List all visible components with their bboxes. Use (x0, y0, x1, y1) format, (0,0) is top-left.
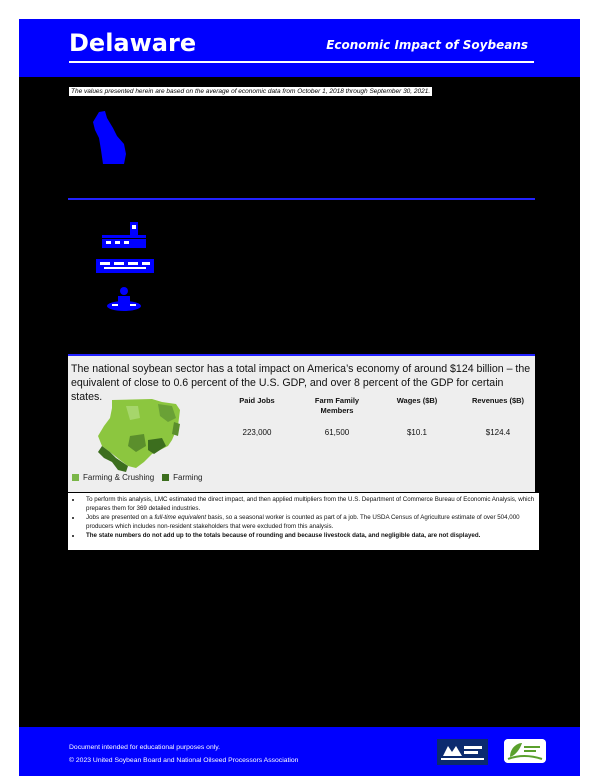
footer-disclaimer: Document intended for educational purposes only. (69, 744, 221, 751)
note-item: • The state numbers do not add up to the totals because of rounding and because livestock data, and negligible data, are not displayed. (82, 531, 539, 540)
header-subtitle: Economic Impact of Soybeans (326, 38, 528, 52)
stat-header: Farm Family Members (314, 396, 360, 415)
nopa-logo (437, 739, 488, 765)
for-soy-logo (504, 739, 546, 763)
delaware-state-icon (91, 110, 131, 166)
processing-plant-icon (96, 257, 154, 275)
farmer-icon (106, 286, 142, 312)
stat-header: Paid Jobs (239, 396, 275, 405)
us-map-icon (92, 396, 184, 474)
stat-header: Wages ($B) (396, 396, 438, 405)
header-divider (69, 61, 534, 63)
legend-label-farming-crushing: Farming & Crushing (83, 473, 155, 482)
legend-swatch-farming (162, 474, 169, 481)
national-impact-panel (68, 354, 535, 492)
stat-revenues (459, 396, 537, 437)
stat-farm-family-members (298, 396, 376, 437)
legend-label-farming: Farming (173, 473, 203, 482)
data-period-note: The values presented herein are based on the average of economic data from October 1, 2018 through September 30, 2021. (71, 88, 431, 95)
stat-wages (378, 396, 456, 437)
stat-value: $124.4 (485, 428, 511, 437)
header-banner (19, 19, 580, 77)
stat-value: 223,000 (242, 428, 272, 437)
section-divider (68, 198, 535, 200)
stat-paid-jobs (218, 396, 296, 437)
page (19, 19, 580, 764)
footer-text (69, 741, 298, 767)
stat-value: $10.1 (406, 428, 428, 437)
footer-banner (19, 727, 580, 776)
note-item: • To perform this analysis, LMC estimated the direct impact, and then applied multipliers from the U.S. Department of Commerce Bureau of Economic Analysis, which prepares them for 369 detailed industries. (82, 495, 539, 513)
factory-icon (102, 222, 146, 248)
footer-copyright: © 2023 United Soybean Board and National Oilseed Processors Association (69, 757, 299, 764)
legend-swatch-farming-crushing (72, 474, 79, 481)
note-item: • Jobs are presented on a full-time equivalent basis, so a seasonal worker is counted as part of a job. The USDA Census of Agriculture estimate of over 504,000 producers which includes non-resident stakeholders that were excluded from this analysis. (82, 513, 539, 531)
stat-header: Revenues ($B) (471, 396, 525, 405)
stat-value: 61,500 (324, 428, 350, 437)
methodology-notes (68, 493, 539, 550)
map-legend (72, 473, 202, 482)
page-title: Delaware (69, 29, 197, 57)
national-summary: The national soybean sector has a total impact on America’s economy of around $124 billion – the equivalent of close to 0.6 percent of the U.S. GDP, and over 8 percent of the GDP for certain states. (71, 363, 531, 403)
